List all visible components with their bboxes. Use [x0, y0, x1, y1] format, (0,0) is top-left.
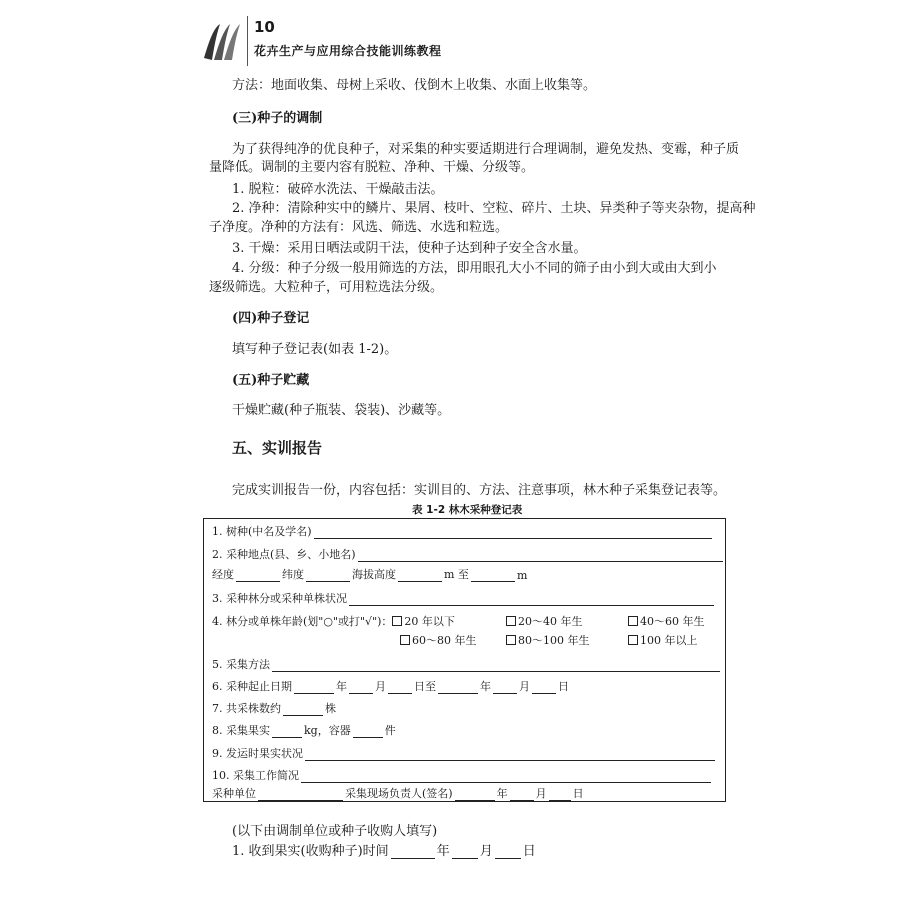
end-month-blank[interactable] [493, 681, 517, 694]
form-row-signature [212, 785, 584, 801]
form-row-dates [212, 678, 569, 694]
longitude-blank[interactable] [236, 569, 280, 582]
day-to-label: 日至 [414, 680, 436, 693]
section-3-title: (三)种子的调制 [232, 111, 323, 126]
day-label: 日 [558, 680, 569, 693]
method-line: 方法：地面收集、母树上采收、伐倒木上收集、水面上收集等。 [232, 78, 597, 93]
section-3-paragraph-2: 量降低。调制的主要内容有脱粒、净种、干燥、分级等。 [209, 160, 535, 175]
form-row-count [212, 700, 336, 716]
header-divider [247, 16, 248, 66]
section-5-title: (五)种子贮藏 [232, 373, 310, 388]
work-blank[interactable] [301, 770, 711, 783]
work-label: 10. 采集工作简况 [212, 769, 299, 782]
unit-blank[interactable] [258, 788, 343, 801]
seed-registration-form [203, 518, 726, 802]
age-option-under-20[interactable]: 20 年以下 [392, 613, 455, 629]
receive-time-row [232, 840, 536, 859]
species-blank[interactable] [314, 526, 712, 539]
form-row-stand [212, 590, 716, 606]
year-label: 年 [480, 680, 491, 693]
unit-label: 采种单位 [212, 787, 256, 800]
year-label: 年 [496, 787, 508, 800]
method-blank[interactable] [272, 659, 720, 672]
form-row-age-2 [506, 613, 583, 629]
item-drying: 3. 干燥：采用日晒法或阴干法，使种子达到种子安全含水量。 [232, 241, 587, 256]
start-year-blank[interactable] [294, 681, 334, 694]
altitude-to-label: m 至 [444, 568, 469, 581]
page-number: 10 [254, 18, 275, 36]
start-month-blank[interactable] [349, 681, 373, 694]
publisher-logo [200, 18, 242, 66]
form-row-age-4 [400, 632, 477, 648]
day-label: 日 [522, 844, 536, 859]
checkbox-icon [628, 635, 638, 645]
receive-year-blank[interactable] [391, 846, 435, 859]
altitude-label: 海拔高度 [352, 568, 396, 581]
day-label: 日 [572, 787, 584, 800]
form-row-method [212, 656, 722, 672]
start-day-blank[interactable] [388, 681, 412, 694]
sign-month-blank[interactable] [510, 788, 534, 801]
count-label: 7. 共采株数约 [212, 702, 281, 715]
month-label: 月 [535, 787, 547, 800]
item-cleaning-1: 2. 净种：清除种实中的鳞片、果屑、枝叶、空粒、碎片、土块、异类种子等夹杂物，提高种 [232, 201, 756, 216]
checkbox-icon [400, 635, 410, 645]
checkbox-icon [506, 616, 516, 626]
age-option-60-80[interactable]: 60～80 年生 [400, 632, 477, 648]
count-blank[interactable] [283, 703, 323, 716]
age-option-20-40[interactable]: 20～40 年生 [506, 613, 583, 629]
species-label: 1. 树种(中名及学名) [212, 525, 312, 538]
container-unit: 件 [384, 724, 396, 737]
section-4-title: (四)种子登记 [232, 311, 310, 326]
section-3-paragraph-1: 为了获得纯净的优良种子，对采集的种实要适期进行合理调制，避免发热、变霉，种子质 [232, 142, 740, 157]
report-heading: 五、实训报告 [232, 439, 323, 457]
receive-time-label: 1. 收到果实(收购种子)时间 [232, 844, 389, 859]
location-blank[interactable] [358, 549, 723, 562]
section-5-text: 干燥贮藏(种子瓶装、袋装)、沙藏等。 [232, 403, 451, 418]
method-label: 5. 采集方法 [212, 658, 270, 671]
location-label: 2. 采种地点(县、乡、小地名) [212, 548, 356, 561]
fruit-label: 8. 采集果实 [212, 724, 270, 737]
checkbox-icon [628, 616, 638, 626]
form-row-shipping [212, 745, 717, 761]
age-option-40-60[interactable]: 40～60 年生 [628, 613, 705, 629]
book-title: 花卉生产与应用综合技能训练教程 [254, 44, 442, 58]
sign-year-blank[interactable] [455, 788, 495, 801]
fruit-kg-label: kg，容器 [304, 724, 351, 737]
form-row-location [212, 546, 725, 562]
fruit-kg-blank[interactable] [272, 725, 302, 738]
item-cleaning-2: 子净度。净种的方法有：风选、筛选、水选和粒选。 [209, 220, 509, 235]
form-row-age-3 [628, 613, 705, 629]
latitude-blank[interactable] [306, 569, 350, 582]
count-unit: 株 [325, 702, 336, 715]
sign-day-blank[interactable] [549, 788, 571, 801]
altitude-unit: m [516, 569, 528, 582]
shipping-blank[interactable] [305, 748, 715, 761]
altitude-to-blank[interactable] [471, 569, 515, 582]
item-threshing: 1. 脱粒：破碎水洗法、干燥敲击法。 [232, 182, 444, 197]
fill-note-text: (以下由调制单位或种子收购人填写) [232, 824, 438, 839]
dates-label: 6. 采种起止日期 [212, 680, 292, 693]
receive-month-blank[interactable] [452, 846, 478, 859]
longitude-label: 经度 [212, 568, 234, 581]
year-label: 年 [436, 844, 450, 859]
checkbox-icon [392, 616, 402, 626]
month-label: 月 [375, 680, 386, 693]
age-option-80-100[interactable]: 80～100 年生 [506, 632, 590, 648]
month-label: 月 [519, 680, 530, 693]
form-row-coordinates [212, 566, 527, 582]
form-row-age-6 [628, 632, 698, 648]
item-grading-1: 4. 分级：种子分级一般用筛选的方法，即用眼孔大小不同的筛子由小到大或由大到小 [232, 261, 717, 276]
month-label: 月 [479, 844, 493, 859]
form-row-age-5 [506, 632, 590, 648]
end-year-blank[interactable] [438, 681, 478, 694]
form-row-species [212, 523, 714, 539]
section-4-text: 填写种子登记表(如表 1-2)。 [232, 342, 398, 357]
form-row-fruit [212, 722, 396, 738]
end-day-blank[interactable] [532, 681, 556, 694]
year-label: 年 [336, 680, 347, 693]
item-grading-2: 逐级筛选。大粒种子，可用粒选法分级。 [209, 280, 444, 295]
altitude-from-blank[interactable] [398, 569, 442, 582]
age-option-over-100[interactable]: 100 年以上 [628, 632, 698, 648]
fill-note [232, 820, 437, 839]
stand-blank[interactable] [349, 593, 714, 606]
checkbox-icon [506, 635, 516, 645]
table-caption: 表 1-2 林木采种登记表 [412, 504, 523, 516]
receive-day-blank[interactable] [495, 846, 521, 859]
age-label: 4. 林分或单株年龄(划"○"或打"√")： [212, 615, 393, 628]
form-row-age [212, 613, 455, 629]
container-blank[interactable] [353, 725, 383, 738]
form-row-work [212, 767, 713, 783]
stand-label: 3. 采种林分或采种单株状况 [212, 592, 347, 605]
person-label: 采集现场负责人(签名) [345, 787, 453, 800]
shipping-label: 9. 发运时果实状况 [212, 747, 303, 760]
report-text: 完成实训报告一份，内容包括：实训目的、方法、注意事项，林木种子采集登记表等。 [232, 483, 727, 498]
latitude-label: 纬度 [282, 568, 304, 581]
